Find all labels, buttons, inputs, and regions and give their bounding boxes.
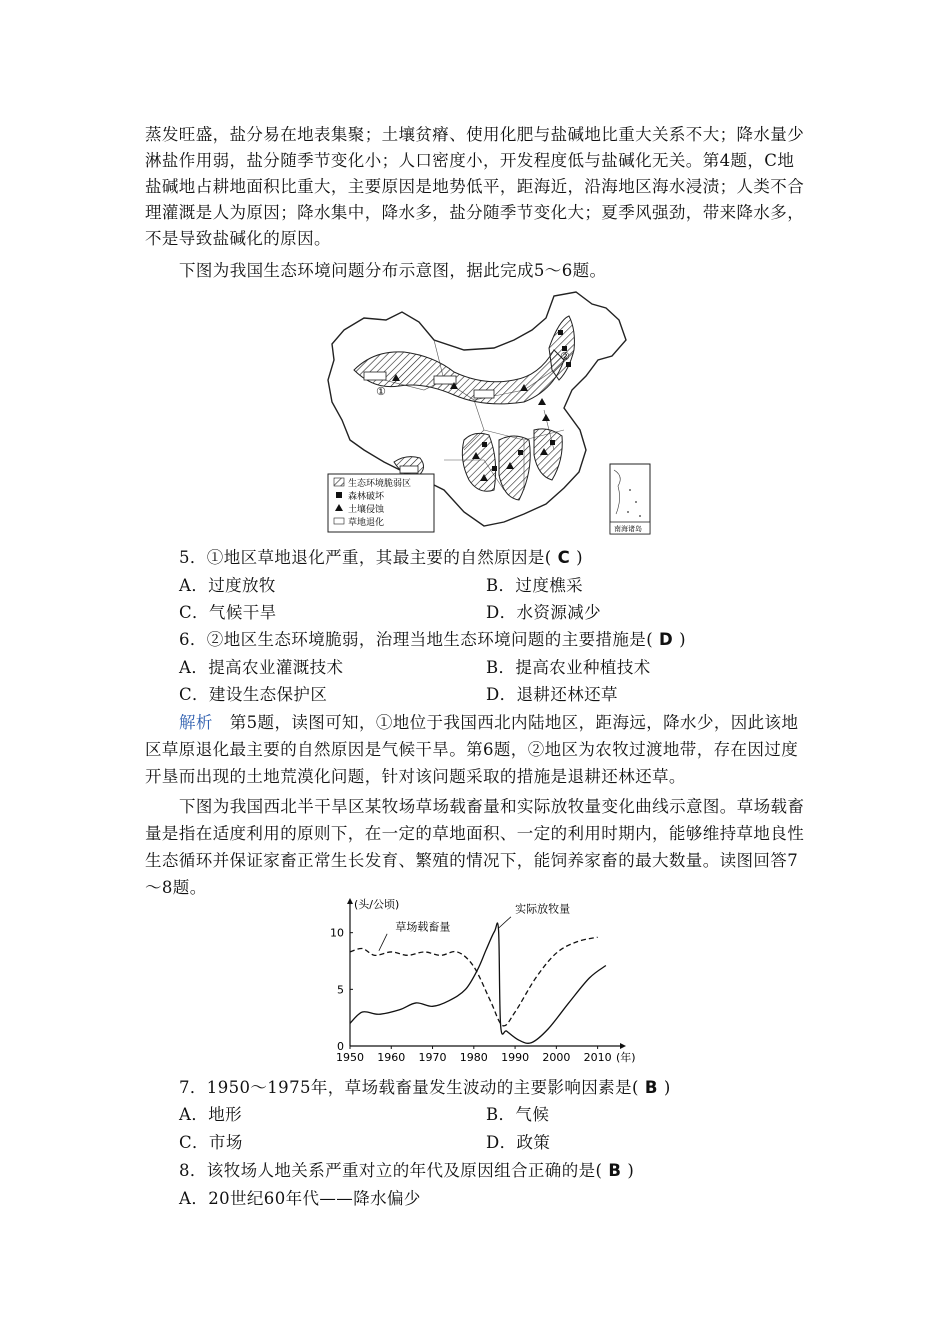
q5-option-b: B．过度樵采 [486, 576, 584, 595]
eco-problem-map [324, 290, 654, 538]
q7-option-d: D．政策 [486, 1133, 551, 1152]
q6-answer: D [659, 630, 674, 649]
legend-soil: 土壤侵蚀 [348, 505, 385, 515]
series-label-leader [499, 917, 511, 928]
y-tick-label: 5 [337, 983, 344, 997]
chart-intro-line: 下图为我国西北半干旱区某牧场草场载畜量和实际放牧量变化曲线示意图。草场载畜 [179, 797, 805, 816]
intro-line: 蒸发旺盛，盐分易在地表集聚；土壤贫瘠、使用化肥与盐碱地比重大关系不大；降水量少 [145, 125, 805, 144]
marker-2: ② [560, 350, 570, 363]
q7-stem: 7．1950～1975年，草场载畜量发生波动的主要影响因素是( B ) [179, 1078, 671, 1097]
x-tick-label: 2010 [583, 1051, 612, 1064]
y-axis-label: (头/公顷) [354, 898, 400, 911]
y-tick-label: 0 [337, 1040, 344, 1053]
q5-option-c: C．气候干旱 [179, 603, 277, 622]
x-axis-arrow [620, 1043, 626, 1049]
map-intro: 下图为我国生态环境问题分布示意图，据此完成5～6题。 [179, 261, 607, 280]
x-tick-label: 2000 [542, 1051, 571, 1064]
chart-intro-line: 量是指在适度利用的原则下，在一定的草地面积、一定的利用时期内，能够维持草地良性 [145, 824, 805, 843]
analysis-line: 区草原退化最主要的自然原因是气候干旱。第6题，②地区为农牧过渡地带，存在因过度 [145, 740, 799, 759]
y-axis-arrow [347, 898, 353, 904]
legend-grassland: 草地退化 [348, 518, 385, 528]
series-label: 实际放牧量 [515, 902, 571, 916]
q8-option-a: A．20世纪60年代——降水偏少 [179, 1189, 421, 1208]
q8-answer: B [608, 1161, 622, 1180]
q5-option-d: D．水资源减少 [486, 603, 602, 622]
legend-forest: 森林破坏 [348, 492, 385, 502]
x-tick-label: 1980 [459, 1051, 488, 1064]
analysis-line: 开垦而出现的土地荒漠化问题，针对该问题采取的措施是退耕还林还草。 [145, 767, 686, 786]
x-axis-unit: (年) [616, 1051, 636, 1064]
inset-label: 南海诸岛 [614, 525, 642, 533]
chart-labels [330, 898, 636, 1064]
intro-line: 理灌溉是人为原因；降水集中，降水多，盐分随季节变化大；夏季风强劲，带来降水多， [145, 203, 805, 222]
intro-line: 盐碱地占耕地面积比重大，主要原因是地势低平，距海近，沿海地区海水浸渍；人类不合 [145, 177, 805, 196]
series-actual-grazing-line [350, 923, 606, 1043]
q6-option-b: B．提高农业种植技术 [486, 658, 651, 677]
x-tick-label: 1960 [377, 1051, 406, 1064]
chart-series [350, 923, 606, 1043]
map-legend [328, 474, 434, 532]
q6-option-a: A．提高农业灌溉技术 [179, 658, 344, 677]
q7-answer: B [644, 1078, 658, 1097]
q5-option-a: A．过度放牧 [179, 576, 276, 595]
x-tick-label: 1970 [418, 1051, 447, 1064]
chart-intro-line: ～8题。 [145, 878, 207, 897]
x-tick-label: 1950 [336, 1051, 364, 1064]
series-label: 草场载畜量 [395, 920, 451, 934]
q7-option-a: A．地形 [179, 1105, 243, 1124]
q8-stem: 8．该牧场人地关系严重对立的年代及原因组合正确的是( B ) [179, 1161, 635, 1180]
x-tick-label: 1990 [501, 1051, 530, 1064]
chart-intro-line: 生态循环并保证家畜正常生长发育、繁殖的情况下，能饲养家畜的最大数量。读图回答7 [145, 851, 799, 870]
q7-option-b: B．气候 [486, 1105, 550, 1124]
intro-line: 不是导致盐碱化的原因。 [145, 229, 331, 248]
grazing-line-chart [318, 898, 648, 1070]
south-sea-inset [610, 464, 650, 534]
analysis-first-line: 解析 第5题，读图可知，①地位于我国西北内陆地区，距海远，降水少，因此该地 [179, 713, 799, 732]
q6-option-d: D．退耕还林还草 [486, 685, 618, 704]
q7-option-c: C．市场 [179, 1133, 243, 1152]
chart-axes [347, 898, 626, 1049]
marker-1: ① [376, 385, 386, 398]
q6-option-c: C．建设生态保护区 [179, 685, 328, 704]
intro-line: 淋盐作用弱，盐分随季节变化小；人口密度小，开发程度低与盐碱化无关。第4题，C地 [145, 151, 795, 170]
y-tick-label: 10 [330, 926, 344, 940]
q5-answer: C [557, 548, 571, 567]
series-label-leader [379, 934, 387, 951]
q5-stem: 5．①地区草地退化严重，其最主要的自然原因是( C ) [179, 548, 583, 567]
analysis-label: 解析 [179, 713, 213, 732]
q6-stem: 6．②地区生态环境脆弱，治理当地生态环境问题的主要措施是( D ) [179, 630, 686, 649]
legend-fragile: 生态环境脆弱区 [348, 479, 412, 489]
